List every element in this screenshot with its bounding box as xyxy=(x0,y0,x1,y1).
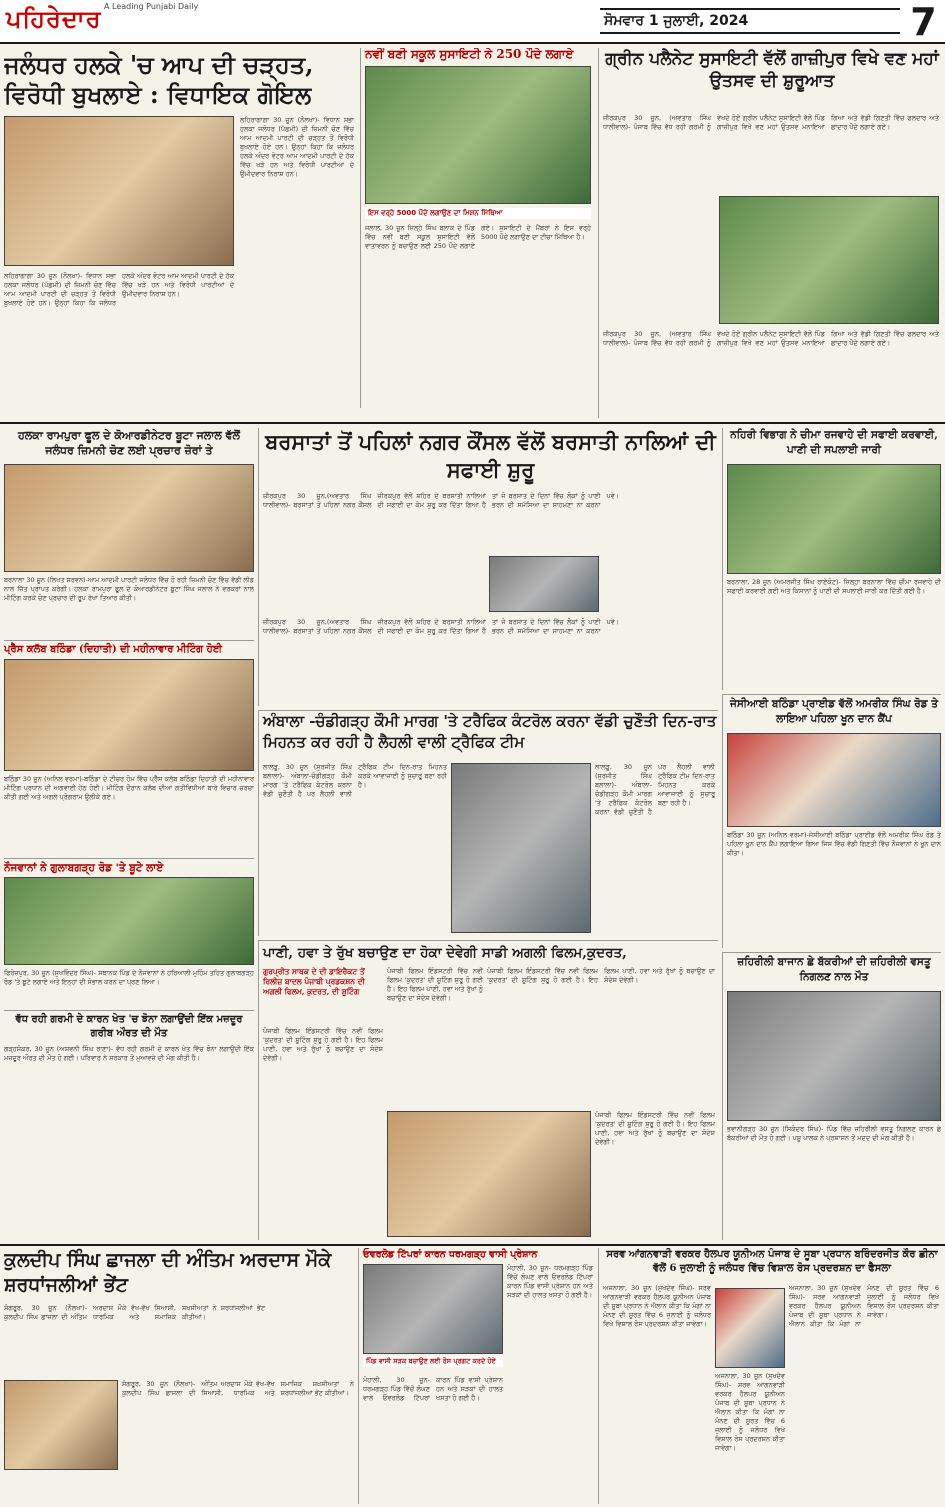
story-body: ਜ਼ੀਰਕਪੁਰ 30 ਜੂਨ,(ਅਵਤਾਰ ਸਿੰਘ ਧਾਲੀਵਾਲ)- ਬਰਸਾਤਾਂ ਤੋਂ ਪਹਿਲਾਂ ਨਗਰ ਕੌਂਸਲ ਜ਼ੀਰਕਪੁਰ ਵੱਲੋਂ ਸ਼ਹਿਰ ਦੇ ਬਰਸਾਤੀ ਨਾਲਿਆਂ ਦੀ ਸਫਾਈ ਦਾ ਕੰਮ ਸ਼ੁਰੂ ਕਰ ਦਿੱਤਾ ਗਿਆ ਹੈ ਤਾਂ ਜੋ ਬਰਸਾਤ ਦੇ ਦਿਨਾਂ ਵਿੱਚ ਲੋਕਾਂ ਨੂੰ ਪਾਣੀ ਭਰਨ ਦੀ ਸਮੱਸਿਆ ਦਾ ਸਾਹਮਣਾ ਨਾ ਕਰਨਾ ਪਵੇ। xyxy=(263,492,620,509)
headline: ਜਲੰਧਰ ਹਲਕੇ 'ਚ ਆਪ ਦੀ ਚੜ੍ਹਤ, ਵਿਰੋਧੀ ਬੁਖਲਾਏ : ਵਿਧਾਇਕ ਗੋਇਲ xyxy=(4,50,314,109)
story-photo xyxy=(719,196,939,324)
headline: ਨੌਜਵਾਨਾਂ ਨੇ ਗੁਲਾਬਗੜ੍ਹ ਰੋਡ 'ਤੇ ਬੂਟੇ ਲਾਏ xyxy=(4,862,164,874)
story-photo xyxy=(387,1111,591,1237)
divider xyxy=(0,422,945,424)
story-green-planet xyxy=(598,48,941,418)
story-goat-deaths xyxy=(722,952,941,1240)
story-kuldeep-ardas xyxy=(4,1248,354,1504)
story-body: ਗੜ੍ਹਸ਼ੰਕਰ, 30 ਜੂਨ (ਅਸ਼ਵਨੀ ਸਿੰਘ ਰਾਣਾ)- ਵੱਧ ਰਹੀ ਗਰਮੀ ਦੇ ਕਾਰਨ ਖੇਤ ਵਿੱਚ ਝੋਨਾ ਲਗਾਉਂਦੀ ਇੱਕ ਮਜ਼ਦੂਰ ਔਰਤ ਦੀ ਮੌਤ ਹੋ ਗਈ। ਪਰਿਵਾਰ ਨੇ ਸਰਕਾਰ ਤੋਂ ਮੁਆਵਜ਼ੇ ਦੀ ਮੰਗ ਕੀਤੀ ਹੈ। xyxy=(4,1045,254,1062)
photo-caption: ਪਿੰਡ ਵਾਸੀ ਸੜਕ ਬਚਾਉਣ ਲਈ ਰੋਸ ਪ੍ਰਗਟ ਕਰਦੇ ਹੋਏ xyxy=(363,1356,503,1367)
story-photo xyxy=(489,556,599,612)
story-photo xyxy=(727,733,941,827)
headline: ਵੱਧ ਰਹੀ ਗਰਮੀ ਦੇ ਕਾਰਨ ਖੇਤ 'ਚ ਝੋਨਾ ਲਗਾਉਂਦੀ ਇੱਕ ਮਜ਼ਦੂਰ ਗਰੀਬ ਔਰਤ ਦੀ ਮੌਤ xyxy=(15,1014,243,1039)
story-body: ਭਵਾਨੀਗੜ੍ਹ 30 ਜੂਨ (ਸਿਕੰਦਰ ਸਿੰਘ)- ਪਿੰਡ ਵਿੱਚ ਜ਼ਹਿਰੀਲੀ ਵਸਤੂ ਨਿਗਲਣ ਕਾਰਨ ਛੇ ਬੱਕਰੀਆਂ ਦੀ ਮੌਤ ਹੋ ਗਈ। ਪਸ਼ੂ ਪਾਲਕ ਨੇ ਪ੍ਰਸ਼ਾਸਨ ਤੋਂ ਮਦਦ ਦੀ ਮੰਗ ਕੀਤੀ ਹੈ। xyxy=(727,1125,941,1142)
headline: ਕੁਲਦੀਪ ਸਿੰਘ ਛਾਜਲਾ ਦੀ ਅੰਤਿਮ ਅਰਦਾਸ ਮੌਕੇ ਸ਼ਰਧਾਂਜਲੀਆਂ ਭੇਂਟ xyxy=(4,1249,332,1296)
story-rampura-phul xyxy=(4,428,254,636)
story-photo xyxy=(727,991,941,1121)
story-body-continued: ਅਜਨਾਲਾ, 30 ਜੂਨ (ਸੁਖਦੇਵ ਸਿੰਘ)- ਸਰਵ ਆਂਗਨਵਾੜੀ ਵਰਕਰ ਹੈਲਪਰ ਯੂਨੀਅਨ ਪੰਜਾਬ ਦੀ ਸੂਬਾ ਪ੍ਰਧਾਨ ਨੇ ਐਲਾਨ ਕੀਤਾ ਕਿ ਮੰਗਾਂ ਨਾ ਮੰਨਣ ਦੀ ਸੂਰਤ ਵਿੱਚ 6 ਜੁਲਾਈ ਨੂੰ ਜਲੰਧਰ ਵਿਖੇ ਵਿਸ਼ਾਲ ਰੋਸ ਪ੍ਰਦਰਸ਼ਨ ਕੀਤਾ ਜਾਵੇਗਾ। xyxy=(715,1372,785,1452)
headline: ਸਰਵ ਆਂਗਨਵਾੜੀ ਵਰਕਰ ਹੈਲਪਰ ਯੂਨੀਅਨ ਪੰਜਾਬ ਦੇ ਸੂਬਾ ਪ੍ਰਧਾਨ ਬਰਿੰਦਰਜੀਤ ਕੌਰ ਛੀਨਾ ਵੱਲੋਂ 6 ਜੁਲਾਈ ਨੂੰ ਜਲੰਧਰ ਵਿੱਚ ਵਿਸ਼ਾਲ ਰੋਸ ਪ੍ਰਦਰਸ਼ਨ ਦਾ ਫੈਸਲਾ xyxy=(606,1249,938,1274)
story-body: ਮੋਹਾਲੀ, 30 ਜੂਨ- ਧਰਮਗੜ੍ਹ ਪਿੰਡ ਵਿੱਚੋਂ ਲੰਘਣ ਵਾਲੇ ਓਵਰਲੋਡ ਟਿੱਪਰਾਂ ਕਾਰਨ ਪਿੰਡ ਵਾਸੀ ਪ੍ਰੇਸ਼ਾਨ ਹਨ ਅਤੇ ਸੜਕਾਂ ਦੀ ਹਾਲਤ ਖਸਤਾ ਹੋ ਗਈ ਹੈ। xyxy=(507,1264,593,1299)
headline: ਅੰਬਾਲਾ -ਚੰਡੀਗੜ੍ਹ ਕੌਮੀ ਮਾਰਗ 'ਤੇ ਟਰੈਫਿਕ ਕੰਟਰੋਲ ਕਰਨਾ ਵੱਡੀ ਚੁਣੌਤੀ ਦਿਨ-ਰਾਤ ਮਿਹਨਤ ਕਰ ਰਹੀ ਹੈ ਲੈਹਲੀ ਵਾਲੀ ਟ੍ਰੈਫਿਕ ਟੀਮ xyxy=(263,712,717,751)
story-body: ਫਿਰੋਜ਼ਪੁਰ, 30 ਜੂਨ (ਸੁਖਵਿੰਦਰ ਸਿੰਘ)- ਸਥਾਨਕ ਪਿੰਡ ਦੇ ਨੌਜਵਾਨਾਂ ਨੇ ਹਰਿਆਲੀ ਮੁਹਿੰਮ ਤਹਿਤ ਗੁਲਾਬਗੜ੍ਹ ਰੋਡ 'ਤੇ ਬੂਟੇ ਲਗਾਏ ਅਤੇ ਇਨ੍ਹਾਂ ਦੀ ਸੰਭਾਲ ਕਰਨ ਦਾ ਪ੍ਰਣ ਲਿਆ। xyxy=(4,969,254,986)
story-body-continued: ਲਹਿਰਾਗਾਗਾ 30 ਜੂਨ (ਨੌਲਖਾ)- ਵਿਧਾਨ ਸਭਾ ਹਲਕਾ ਜਲੰਧਰ (ਪੱਛਮੀ) ਦੀ ਜ਼ਿਮਨੀ ਚੋਣ ਵਿੱਚ ਆਮ ਆਦਮੀ ਪਾਰਟੀ ਦੀ ਚੜ੍ਹਤ ਤੋਂ ਵਿਰੋਧੀ ਬੁਖਲਾਏ ਹੋਏ ਹਨ। ਉਨ੍ਹਾਂ ਕਿਹਾ ਕਿ ਜਲੰਧਰ ਹਲਕੇ ਅੰਦਰ ਵੋਟਰ ਆਮ ਆਦਮੀ ਪਾਰਟੀ ਦੇ ਹੱਕ ਵਿੱਚ ਖੜੇ ਹਨ ਅਤੇ ਵਿਰੋਧੀ ਪਾਰਟੀਆਂ ਦੇ ਉਮੀਦਵਾਰ ਨਿਰਾਸ਼ ਹਨ। xyxy=(4,272,234,307)
tagline: A Leading Punjabi Daily xyxy=(104,2,199,11)
story-body-continued: ਪੰਜਾਬੀ ਫਿਲਮ ਇੰਡਸਟਰੀ ਵਿੱਚ ਨਵੀਂ ਫਿਲਮ 'ਕੁਦਰਤ' ਦੀ ਸ਼ੂਟਿੰਗ ਸ਼ੁਰੂ ਹੋ ਗਈ ਹੈ। ਇਹ ਫਿਲਮ ਪਾਣੀ, ਹਵਾ ਅਤੇ ਰੁੱਖਾਂ ਨੂੰ ਬਚਾਉਣ ਦਾ ਸੰਦੇਸ਼ ਦੇਵੇਗੀ। xyxy=(387,967,483,1002)
headline: ਗ੍ਰੀਨ ਪਲੈਨੇਟ ਸੁਸਾਇਟੀ ਵੱਲੋਂ ਗਾਜ਼ੀਪੁਰ ਵਿਖੇ ਵਣ ਮਹਾਂ ਉਤਸਵ ਦੀ ਸ਼ੁਰੂਆਤ xyxy=(605,49,939,91)
headline: ਜੇਸੀਆਈ ਬਠਿੰਡਾ ਪ੍ਰਾਈਡ ਵੱਲੋਂ ਅਮਰੀਕ ਸਿੰਘ ਰੋਡ ਤੇ ਲਾਇਆ ਪਹਿਲਾ ਖੂਨ ਦਾਨ ਕੈਂਪ xyxy=(730,698,938,725)
story-body-continued: ਜ਼ੀਰਕਪੁਰ 30 ਜੂਨ,(ਅਵਤਾਰ ਸਿੰਘ ਧਾਲੀਵਾਲ)- ਬਰਸਾਤਾਂ ਤੋਂ ਪਹਿਲਾਂ ਨਗਰ ਕੌਂਸਲ ਜ਼ੀਰਕਪੁਰ ਵੱਲੋਂ ਸ਼ਹਿਰ ਦੇ ਬਰਸਾਤੀ ਨਾਲਿਆਂ ਦੀ ਸਫਾਈ ਦਾ ਕੰਮ ਸ਼ੁਰੂ ਕਰ ਦਿੱਤਾ ਗਿਆ ਹੈ ਤਾਂ ਜੋ ਬਰਸਾਤ ਦੇ ਦਿਨਾਂ ਵਿੱਚ ਲੋਕਾਂ ਨੂੰ ਪਾਣੀ ਭਰਨ ਦੀ ਸਮੱਸਿਆ ਦਾ ਸਾਹਮਣਾ ਨਾ ਕਰਨਾ ਪਵੇ। xyxy=(263,618,620,635)
headline: ਓਵਰਲੋਡ ਟਿੱਪਰਾਂ ਕਾਰਨ ਧਰਮਗੜ੍ਹ ਵਾਸੀ ਪ੍ਰੇਸ਼ਾਨ xyxy=(363,1249,538,1260)
story-body-continued: ਜ਼ੀਰਕਪੁਰ 30 ਜੂਨ, (ਅਵਤਾਰ ਸਿੰਘ ਧਾਲੀਵਾਲ)- ਪੰਜਾਬ ਵਿੱਚ ਵੱਧ ਰਹੀ ਗਰਮੀ ਨੂੰ ਵੇਖਦੇ ਹੋਏ ਗ੍ਰੀਨ ਪਲੈਨੇਟ ਸੁਸਾਇਟੀ ਵੱਲੋਂ ਪਿੰਡ ਗਾਜ਼ੀਪੁਰ ਵਿਖੇ ਵਣ ਮਹਾਂ ਉਤਸਵ ਮਨਾਇਆ ਗਿਆ ਅਤੇ ਵੱਡੀ ਗਿਣਤੀ ਵਿੱਚ ਫਲਦਾਰ ਅਤੇ ਛਾਂਦਾਰ ਪੌਦੇ ਲਗਾਏ ਗਏ। xyxy=(603,330,939,347)
story-body-continued: ਲਾਲੜੂ, 30 ਜੂਨ (ਸੁਰਜੀਤ ਸਿੰਘ ਬਲਾਲਾ)- ਅੰਬਾਲਾ-ਚੰਡੀਗੜ੍ਹ ਕੌਮੀ ਮਾਰਗ 'ਤੇ ਟਰੈਫਿਕ ਕੰਟਰੋਲ ਕਰਨਾ ਵੱਡੀ ਚੁਣੌਤੀ ਹੈ ਪਰ ਲੈਹਲੀ ਵਾਲੀ ਟ੍ਰੈਫਿਕ ਟੀਮ ਦਿਨ-ਰਾਤ ਮਿਹਨਤ ਕਰਕੇ ਆਵਾਜਾਈ ਨੂੰ ਸੁਚਾਰੂ ਬਣਾ ਰਹੀ ਹੈ। xyxy=(595,763,715,816)
story-photo xyxy=(365,66,591,204)
story-body-more: ਅਜਨਾਲਾ, 30 ਜੂਨ (ਸੁਖਦੇਵ ਸਿੰਘ)- ਸਰਵ ਆਂਗਨਵਾੜੀ ਵਰਕਰ ਹੈਲਪਰ ਯੂਨੀਅਨ ਪੰਜਾਬ ਦੀ ਸੂਬਾ ਪ੍ਰਧਾਨ ਨੇ ਐਲਾਨ ਕੀਤਾ ਕਿ ਮੰਗਾਂ ਨਾ ਮੰਨਣ ਦੀ ਸੂਰਤ ਵਿੱਚ 6 ਜੁਲਾਈ ਨੂੰ ਜਲੰਧਰ ਵਿਖੇ ਵਿਸ਼ਾਲ ਰੋਸ ਪ੍ਰਦਰਸ਼ਨ ਕੀਤਾ ਜਾਵੇਗਾ। xyxy=(789,1284,939,1328)
story-photo xyxy=(4,659,254,771)
story-body-continued: ਸੰਗਰੂਰ, 30 ਜੂਨ (ਨੌਲਖਾ)- ਕੁਲਦੀਪ ਸਿੰਘ ਛਾਜਲਾ ਦੀ ਅੰਤਿਮ ਅਰਦਾਸ ਮੌਕੇ ਵੱਖ-ਵੱਖ ਸਿਆਸੀ, ਧਾਰਮਿਕ ਅਤੇ ਸਮਾਜਿਕ ਸ਼ਖ਼ਸੀਅਤਾਂ ਨੇ ਸ਼ਰਧਾਂਜਲੀਆਂ ਭੇਂਟ ਕੀਤੀਆਂ। xyxy=(122,1380,354,1397)
subheadline: ਗੁਰਪ੍ਰੀਤ ਸਾਥਕ ਦੇ ਦੀ ਡਾਇਰੈਕਟ ਤੋਂ ਰਿਲੀਜ਼ ਬਾਦਲ ਪੰਜਾਬੀ ਪ੍ਰਡਕਸ਼ਨ ਦੀ ਅਗਲੀ ਫਿਲਮ, ਕੁਦਰਤ, ਦੀ ਸ਼ੂਟਿੰਗ xyxy=(263,967,365,996)
story-canal-cleaning xyxy=(722,428,941,690)
newspaper-logo: ਪਹਿਰੇਦਾਰ xyxy=(6,4,102,33)
story-heat-death xyxy=(4,1010,254,1242)
story-body: ਪੰਜਾਬੀ ਫਿਲਮ ਇੰਡਸਟਰੀ ਵਿੱਚ ਨਵੀਂ ਫਿਲਮ 'ਕੁਦਰਤ' ਦੀ ਸ਼ੂਟਿੰਗ ਸ਼ੁਰੂ ਹੋ ਗਈ ਹੈ। ਇਹ ਫਿਲਮ ਪਾਣੀ, ਹਵਾ ਅਤੇ ਰੁੱਖਾਂ ਨੂੰ ਬਚਾਉਣ ਦਾ ਸੰਦੇਸ਼ ਦੇਵੇਗੀ। xyxy=(263,1027,383,1062)
story-anganwadi xyxy=(598,1248,941,1504)
story-photo xyxy=(363,1264,503,1354)
masthead xyxy=(0,0,945,44)
story-overload-tippers xyxy=(358,1248,594,1504)
story-photo xyxy=(4,1380,118,1470)
divider xyxy=(0,1244,945,1246)
headline: ਜ਼ਹਿਰੀਲੀ ਬਾਜਾਨ ਛੇ ਬੱਕਰੀਆਂ ਦੀ ਜ਼ਹਿਰੀਲੀ ਵਸਤੂ ਨਿਗਲਣ ਨਾਲ ਮੌਤ xyxy=(737,956,931,983)
story-youth-plants xyxy=(4,858,254,1006)
headline: ਹਲਕਾ ਰਾਮਪੁਰਾ ਫੂਲ ਦੇ ਕੋਆਰਡੀਨੇਟਰ ਬੂਟਾ ਜਲਾਲ ਵੱਲੋਂ ਜਲੰਧਰ ਜ਼ਿਮਨੀ ਚੋਣ ਲਈ ਪ੍ਰਚਾਰ ਜ਼ੋਰਾਂ ਤੇ xyxy=(18,429,240,457)
story-body: ਜ਼ੀਰਕਪੁਰ 30 ਜੂਨ, (ਅਵਤਾਰ ਸਿੰਘ ਧਾਲੀਵਾਲ)- ਪੰਜਾਬ ਵਿੱਚ ਵੱਧ ਰਹੀ ਗਰਮੀ ਨੂੰ ਵੇਖਦੇ ਹੋਏ ਗ੍ਰੀਨ ਪਲੈਨੇਟ ਸੁਸਾਇਟੀ ਵੱਲੋਂ ਪਿੰਡ ਗਾਜ਼ੀਪੁਰ ਵਿਖੇ ਵਣ ਮਹਾਂ ਉਤਸਵ ਮਨਾਇਆ ਗਿਆ ਅਤੇ ਵੱਡੀ ਗਿਣਤੀ ਵਿੱਚ ਫਲਦਾਰ ਅਤੇ ਛਾਂਦਾਰ ਪੌਦੇ ਲਗਾਏ ਗਏ। xyxy=(603,114,939,131)
issue-date: ਸੋਮਵਾਰ 1 ਜੁਲਾਈ, 2024 xyxy=(600,8,900,34)
portrait-photo xyxy=(715,1288,785,1368)
headline: ਬਰਸਾਤਾਂ ਤੋਂ ਪਹਿਲਾਂ ਨਗਰ ਕੌਂਸਲ ਵੱਲੋਂ ਬਰਸਾਤੀ ਨਾਲਿਆਂ ਦੀ ਸਫਾਈ ਸ਼ੁਰੂ xyxy=(265,429,716,482)
story-photo xyxy=(4,464,254,572)
headline: ਨਹਿਰੀ ਵਿਭਾਗ ਨੇ ਚੀਮਾ ਰਜਵਾਹੇ ਦੀ ਸਫਾਈ ਕਰਵਾਈ, ਪਾਣੀ ਦੀ ਸਪਲਾਈ ਜਾਰੀ xyxy=(730,429,938,456)
story-aap-jalandhar xyxy=(4,50,354,420)
story-body: ਲਹਿਰਾਗਾਗਾ 30 ਜੂਨ (ਨੌਲਖਾ)- ਵਿਧਾਨ ਸਭਾ ਹਲਕਾ ਜਲੰਧਰ (ਪੱਛਮੀ) ਦੀ ਜ਼ਿਮਨੀ ਚੋਣ ਵਿੱਚ ਆਮ ਆਦਮੀ ਪਾਰਟੀ ਦੀ ਚੜ੍ਹਤ ਤੋਂ ਵਿਰੋਧੀ ਬੁਖਲਾਏ ਹੋਏ ਹਨ। ਉਨ੍ਹਾਂ ਕਿਹਾ ਕਿ ਜਲੰਧਰ ਹਲਕੇ ਅੰਦਰ ਵੋਟਰ ਆਮ ਆਦਮੀ ਪਾਰਟੀ ਦੇ ਹੱਕ ਵਿੱਚ ਖੜੇ ਹਨ ਅਤੇ ਵਿਰੋਧੀ ਪਾਰਟੀਆਂ ਦੇ ਉਮੀਦਵਾਰ ਨਿਰਾਸ਼ ਹਨ। xyxy=(240,116,354,178)
headline: ਨਵੀਂ ਬਣੀ ਸਕੂਲ ਸੁਸਾਇਟੀ ਨੇ 250 ਪੌਦੇ ਲਗਾਏ xyxy=(365,48,574,61)
story-body-more: ਪੰਜਾਬੀ ਫਿਲਮ ਇੰਡਸਟਰੀ ਵਿੱਚ ਨਵੀਂ ਫਿਲਮ 'ਕੁਦਰਤ' ਦੀ ਸ਼ੂਟਿੰਗ ਸ਼ੁਰੂ ਹੋ ਗਈ ਹੈ। ਇਹ ਫਿਲਮ ਪਾਣੀ, ਹਵਾ ਅਤੇ ਰੁੱਖਾਂ ਨੂੰ ਬਚਾਉਣ ਦਾ ਸੰਦੇਸ਼ ਦੇਵੇਗੀ। xyxy=(487,967,715,984)
story-body: ਲਾਲੜੂ, 30 ਜੂਨ (ਸੁਰਜੀਤ ਸਿੰਘ ਬਲਾਲਾ)- ਅੰਬਾਲਾ-ਚੰਡੀਗੜ੍ਹ ਕੌਮੀ ਮਾਰਗ 'ਤੇ ਟਰੈਫਿਕ ਕੰਟਰੋਲ ਕਰਨਾ ਵੱਡੀ ਚੁਣੌਤੀ ਹੈ ਪਰ ਲੈਹਲੀ ਵਾਲੀ ਟ੍ਰੈਫਿਕ ਟੀਮ ਦਿਨ-ਰਾਤ ਮਿਹਨਤ ਕਰਕੇ ਆਵਾਜਾਈ ਨੂੰ ਸੁਚਾਰੂ ਬਣਾ ਰਹੀ ਹੈ। xyxy=(263,763,447,798)
story-photo xyxy=(4,116,234,266)
headline: ਪਾਣੀ, ਹਵਾ ਤੇ ਰੁੱਖ ਬਚਾਉਣ ਦਾ ਹੋਕਾ ਦੇਵੇਗੀ ਸਾਡੀ ਅਗਲੀ ਫਿਲਮ,ਕੁਦਰਤ, xyxy=(263,945,627,961)
story-school-society xyxy=(360,48,592,408)
story-blood-donation xyxy=(722,694,941,948)
story-body: ਬਠਿੰਡਾ 30 ਜੂਨ (ਅਨਿਲ ਵਰਮਾ)-ਬਠਿੰਡਾ ਦੇ ਟੀਚਰ ਹੋਮ ਵਿੱਚ ਪ੍ਰੈੱਸ ਕਲੱਬ ਬਠਿੰਡਾ ਦਿਹਾਤੀ ਦੀ ਮਹੀਨਾਵਾਰ ਮੀਟਿੰਗ ਪ੍ਰਧਾਨ ਦੀ ਅਗਵਾਈ ਹੇਠ ਹੋਈ। ਮੀਟਿੰਗ ਦੌਰਾਨ ਕਲੱਬ ਦੀਆਂ ਗਤੀਵਿਧੀਆਂ ਬਾਰੇ ਵਿਚਾਰ ਚਰਚਾ ਕੀਤੀ ਗਈ ਅਤੇ ਅਗਲੇ ਪ੍ਰੋਗਰਾਮ ਉਲੀਕੇ ਗਏ। xyxy=(4,775,254,801)
story-photo xyxy=(727,464,941,574)
story-body-continued: ਮੋਹਾਲੀ, 30 ਜੂਨ- ਧਰਮਗੜ੍ਹ ਪਿੰਡ ਵਿੱਚੋਂ ਲੰਘਣ ਵਾਲੇ ਓਵਰਲੋਡ ਟਿੱਪਰਾਂ ਕਾਰਨ ਪਿੰਡ ਵਾਸੀ ਪ੍ਰੇਸ਼ਾਨ ਹਨ ਅਤੇ ਸੜਕਾਂ ਦੀ ਹਾਲਤ ਖਸਤਾ ਹੋ ਗਈ ਹੈ। xyxy=(363,1376,503,1402)
story-body: ਬਠਿੰਡਾ 30 ਜੂਨ (ਅਨਿਲ ਵਰਮਾ)-ਜੇਸੀਆਈ ਬਠਿੰਡਾ ਪ੍ਰਾਈਡ ਵੱਲੋਂ ਅਮਰੀਕ ਸਿੰਘ ਰੋਡ ਤੇ ਪਹਿਲਾ ਖੂਨ ਦਾਨ ਕੈਂਪ ਲਗਾਇਆ ਗਿਆ ਜਿਸ ਵਿੱਚ ਵੱਡੀ ਗਿਣਤੀ ਵਿੱਚ ਨੌਜਵਾਨਾਂ ਨੇ ਖੂਨ ਦਾਨ ਕੀਤਾ। xyxy=(727,831,941,857)
story-body: ਅਜਨਾਲਾ, 30 ਜੂਨ (ਸੁਖਦੇਵ ਸਿੰਘ)- ਸਰਵ ਆਂਗਨਵਾੜੀ ਵਰਕਰ ਹੈਲਪਰ ਯੂਨੀਅਨ ਪੰਜਾਬ ਦੀ ਸੂਬਾ ਪ੍ਰਧਾਨ ਨੇ ਐਲਾਨ ਕੀਤਾ ਕਿ ਮੰਗਾਂ ਨਾ ਮੰਨਣ ਦੀ ਸੂਰਤ ਵਿੱਚ 6 ਜੁਲਾਈ ਨੂੰ ਜਲੰਧਰ ਵਿਖੇ ਵਿਸ਼ਾਲ ਰੋਸ ਪ੍ਰਦਰਸ਼ਨ ਕੀਤਾ ਜਾਵੇਗਾ। xyxy=(603,1284,711,1328)
story-photo xyxy=(451,763,591,933)
story-traffic-team xyxy=(258,710,718,936)
story-photo xyxy=(4,877,254,965)
headline: ਪ੍ਰੈੱਸ ਕਲੱਬ ਬਠਿੰਡਾ (ਦਿਹਾਤੀ) ਦੀ ਮਹੀਨਾਵਾਰ ਮੀਟਿੰਗ ਹੋਈ xyxy=(4,644,222,655)
story-film-quote xyxy=(258,940,718,1240)
story-body-end: ਪੰਜਾਬੀ ਫਿਲਮ ਇੰਡਸਟਰੀ ਵਿੱਚ ਨਵੀਂ ਫਿਲਮ 'ਕੁਦਰਤ' ਦੀ ਸ਼ੂਟਿੰਗ ਸ਼ੁਰੂ ਹੋ ਗਈ ਹੈ। ਇਹ ਫਿਲਮ ਪਾਣੀ, ਹਵਾ ਅਤੇ ਰੁੱਖਾਂ ਨੂੰ ਬਚਾਉਣ ਦਾ ਸੰਦੇਸ਼ ਦੇਵੇਗੀ। xyxy=(595,1111,715,1146)
story-press-club xyxy=(4,640,254,854)
photo-caption: ਇਸ ਵਰ੍ਹੇ 5000 ਪੌਦੇ ਲਗਾਉਣ ਦਾ ਮਿਸ਼ਨ ਮਿੱਥਿਆ xyxy=(365,208,591,219)
story-body: ਜਲਾਲ, 30 ਜੂਨ ਜ਼ਿਲ੍ਹੇ ਸਿੰਘ ਬਲਾਕ ਦੇ ਪਿੰਡ ਵਿੱਚ ਨਵੀਂ ਬਣੀ ਸਕੂਲ ਸੁਸਾਇਟੀ ਵੱਲੋਂ ਵਾਤਾਵਰਨ ਨੂੰ ਬਚਾਉਣ ਲਈ 250 ਪੌਦੇ ਲਗਾਏ ਗਏ। ਸੁਸਾਇਟੀ ਦੇ ਮੈਂਬਰਾਂ ਨੇ ਇਸ ਵਰ੍ਹੇ 5000 ਪੌਦੇ ਲਗਾਉਣ ਦਾ ਟੀਚਾ ਮਿੱਥਿਆ ਹੈ। xyxy=(365,224,591,250)
story-body: ਬਰਨਾਲਾ, 28 ਜੂਨ (ਅਮਰਜੀਤ ਸਿੰਘ ਰਾਏਕੋਟ)- ਜ਼ਿਲ੍ਹਾ ਬਰਨਾਲਾ ਵਿੱਚ ਚੀਮਾ ਰਜਵਾਹੇ ਦੀ ਸਫਾਈ ਕਰਵਾਈ ਗਈ ਅਤੇ ਕਿਸਾਨਾਂ ਨੂੰ ਪਾਣੀ ਦੀ ਸਪਲਾਈ ਜਾਰੀ ਕਰ ਦਿੱਤੀ ਗਈ ਹੈ। xyxy=(727,578,941,595)
story-body: ਸੰਗਰੂਰ, 30 ਜੂਨ (ਨੌਲਖਾ)- ਕੁਲਦੀਪ ਸਿੰਘ ਛਾਜਲਾ ਦੀ ਅੰਤਿਮ ਅਰਦਾਸ ਮੌਕੇ ਵੱਖ-ਵੱਖ ਸਿਆਸੀ, ਧਾਰਮਿਕ ਅਤੇ ਸਮਾਜਿਕ ਸ਼ਖ਼ਸੀਅਤਾਂ ਨੇ ਸ਼ਰਧਾਂਜਲੀਆਂ ਭੇਂਟ ਕੀਤੀਆਂ। xyxy=(4,1304,265,1321)
page-number: 7 xyxy=(910,0,937,44)
story-municipal-drains xyxy=(258,428,718,706)
story-body: ਬਰਨਾਲਾ 30 ਜੂਨ (ਲਿਖਤ ਸਰਵਨ)-ਆਮ ਆਦਮੀ ਪਾਰਟੀ ਜਲੰਧਰ ਵਿੱਚ ਹੋ ਰਹੀ ਜ਼ਿਮਨੀ ਚੋਣ ਵਿੱਚ ਵੱਡੀ ਲੀਡ ਨਾਲ ਜਿੱਤ ਪ੍ਰਾਪਤ ਕਰੇਗੀ। ਹਲਕਾ ਰਾਮਪੁਰਾ ਫੂਲ ਦੇ ਕੋਆਰਡੀਨੇਟਰ ਬੂਟਾ ਸਿੰਘ ਜਲਾਲ ਨੇ ਵਰਕਰਾਂ ਨਾਲ ਮੀਟਿੰਗ ਕਰਕੇ ਚੋਣ ਪ੍ਰਚਾਰ ਦੀ ਰੂਪ ਰੇਖਾ ਤਿਆਰ ਕੀਤੀ। xyxy=(4,576,254,602)
